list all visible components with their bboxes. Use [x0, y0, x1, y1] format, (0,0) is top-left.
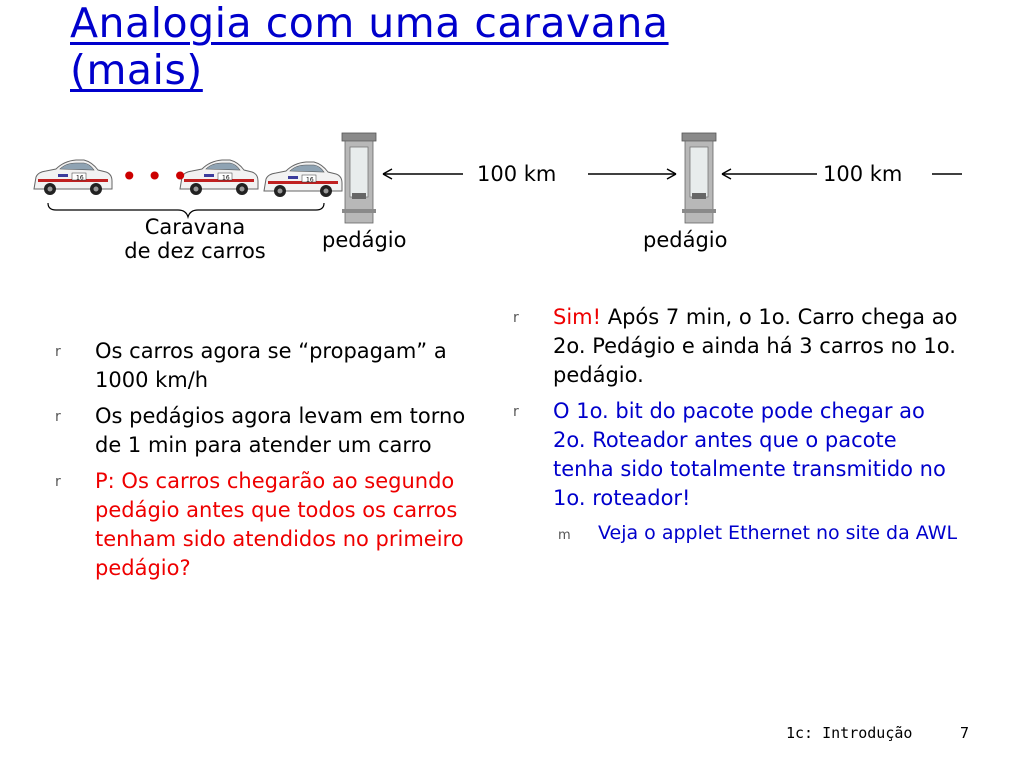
distance-label-1: 100 km	[477, 162, 557, 186]
caravan-diagram	[0, 125, 1024, 285]
footer-section: 1c: Introdução	[786, 724, 913, 742]
caravan-label-line-2: de dez carros	[124, 239, 266, 263]
left-bullet-2-text: Os pedágios agora levam em torno de 1 min para atender um carro	[95, 404, 466, 457]
title-line-1: Analogia com uma caravana	[70, 0, 669, 47]
answer-highlight: Sim!	[553, 305, 602, 329]
toll-booth-2-icon	[682, 133, 716, 223]
right-bullet-1	[513, 303, 963, 390]
car-icon-1	[34, 160, 112, 195]
left-bullet-3-question	[55, 467, 475, 583]
sub-bullet-1	[558, 520, 963, 546]
bullet-marker: r	[513, 310, 519, 326]
bullet-marker: r	[55, 344, 61, 360]
car-icon-2	[180, 160, 258, 195]
sub-bullet-1-text: Veja o applet Ethernet no site da AWL	[598, 522, 958, 544]
right-bullet-2	[513, 397, 963, 513]
bullet-marker: r	[513, 404, 519, 420]
right-bullet-list	[513, 303, 963, 546]
caravan-label-line-1: Caravana	[144, 215, 246, 239]
dots-ellipsis: • • •	[121, 160, 189, 193]
caravan-label	[90, 215, 300, 263]
slide-title	[70, 0, 669, 94]
sub-bullet-marker: m	[558, 528, 571, 543]
distance-label-2: 100 km	[823, 162, 903, 186]
toll-label-2: pedágio	[643, 228, 728, 252]
car-icon-3	[264, 162, 342, 197]
left-bullet-3-text: P: Os carros chegarão ao segundo pedágio antes que todos os carros tenham sido atendidos no primeiro pedágio?	[95, 469, 464, 580]
bullet-marker: r	[55, 474, 61, 490]
left-bullet-1-text: Os carros agora se “propagam” a 1000 km/h	[95, 339, 447, 392]
toll-label-1: pedágio	[322, 228, 407, 252]
toll-booth-1-icon	[342, 133, 376, 223]
right-bullet-1-text: Após 7 min, o 1o. Carro chega ao 2o. Pedágio e ainda há 3 carros no 1o. pedágio.	[553, 305, 958, 387]
diagram-graphic: 16 • • •	[0, 125, 1024, 285]
bullet-marker: r	[55, 409, 61, 425]
left-bullet-1	[55, 337, 475, 395]
footer-page-number: 7	[960, 724, 970, 742]
title-line-2: (mais)	[70, 46, 203, 94]
left-bullet-2	[55, 402, 475, 460]
left-bullet-list	[55, 337, 475, 590]
right-bullet-2-text: O 1o. bit do pacote pode chegar ao 2o. Roteador antes que o pacote tenha sido totalmente transmitido no 1o. roteador!	[553, 399, 946, 510]
